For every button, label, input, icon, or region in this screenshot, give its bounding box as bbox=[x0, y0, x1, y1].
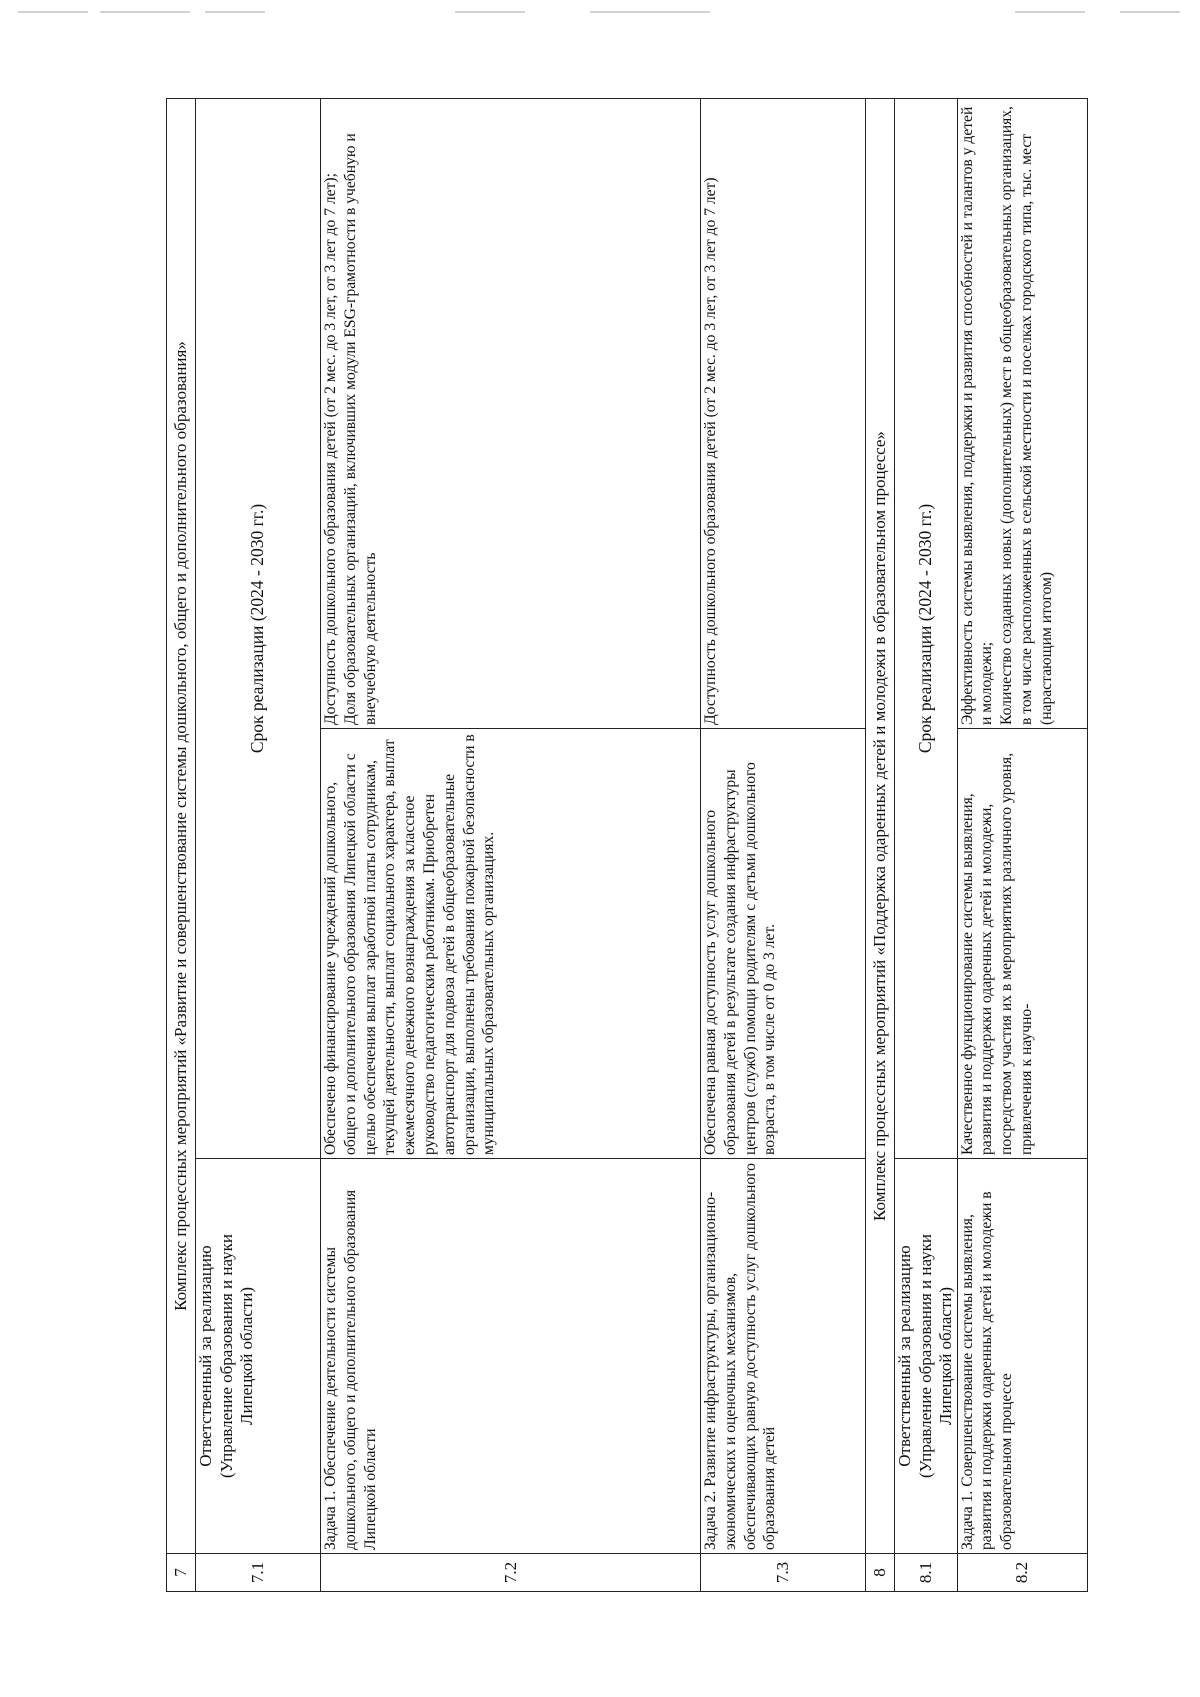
scan-header-marks bbox=[0, 0, 1200, 24]
result-cell: Обеспечена равная доступность услуг дошкольного образования детей в результате создания инфраструктуры центров (служб) помощи родителям с детьми дошкольного возраста, в том числе от 0 до 3 лет. bbox=[701, 729, 866, 1159]
task-cell: Задача 1. Обеспечение деятельности системы дошкольного, общего и дополнительного образования Липецкой области bbox=[321, 1159, 701, 1554]
task-row bbox=[321, 98, 701, 1591]
process-measures-table bbox=[166, 98, 1088, 1592]
responsible-line: Липецкой области) bbox=[936, 1286, 955, 1426]
result-cell: Качественное функционирование системы выявления, развития и поддержки одаренных детей и молодежи, посредством участия их в мероприятиях различного уровня, привлечения к научно- bbox=[957, 729, 1087, 1159]
row-number: 8.2 bbox=[957, 1554, 1087, 1592]
row-number: 7.1 bbox=[196, 1554, 321, 1592]
row-number: 7.3 bbox=[701, 1554, 866, 1592]
indicators-cell bbox=[701, 98, 866, 728]
responsible-line: (Управление образования и науки bbox=[915, 1233, 935, 1479]
result-cell: Обеспечено финансирование учреждений дошкольного, общего и дополнительного образования Липецкой области с целью обеспечения выплат заработной платы сотрудникам, текущей деятельности, выплат социального характера, выплат ежемесячного денежного вознаграждения за классное руководство педагогическим работникам. Приобретен автотранспорт для подвоза детей в общеобразовательные организации, выполнены требования пожарной безопасности в муниципальных образовательных организациях. bbox=[321, 729, 701, 1159]
implementation-term: Срок реализации (2024 - 2030 гг.) bbox=[196, 98, 321, 1158]
row-number: 8.1 bbox=[895, 1554, 958, 1592]
indicator-line: Доступность дошкольного образования детей (от 2 мес. до 3 лет, от 3 лет до 7 лет) bbox=[702, 177, 719, 725]
section-number: 8 bbox=[866, 1554, 895, 1592]
responsible-line: Ответственный за реализацию bbox=[196, 1245, 215, 1467]
indicators-cell bbox=[321, 98, 701, 728]
task-cell: Задача 2. Развитие инфраструктуры, организационно-экономических и оценочных механизмов, обеспечивающих равную доступность услуг дошкольного образования детей bbox=[701, 1159, 866, 1554]
task-row bbox=[701, 98, 866, 1591]
indicators-cell bbox=[957, 98, 1087, 728]
indicator-line: Доступность дошкольного образования детей (от 2 мес. до 3 лет, от 3 лет до 7 лет); bbox=[322, 173, 339, 725]
responsible-line: (Управление образования и науки bbox=[216, 1233, 236, 1479]
task-row bbox=[957, 98, 1087, 1591]
task-cell: Задача 1. Совершенствование системы выявления, развития и поддержки одаренных детей и молодежи в образовательном процессе bbox=[957, 1159, 1087, 1554]
row-number: 7.2 bbox=[321, 1554, 701, 1592]
indicator-line: Эффективность системы выявления, поддержки и развития способностей и талантов у детей и молодежи; bbox=[958, 106, 996, 725]
indicator-line: Количество созданных новых (дополнительных) мест в общеобразовательных организациях, в том числе расположенных в сельской местности и поселках городского типа, тыс. мест (нарастающим итогом) bbox=[998, 106, 1055, 725]
section-title: Комплекс процессных мероприятий «Поддержка одаренных детей и молодежи в образовательном процессе» bbox=[866, 98, 895, 1553]
implementation-term: Срок реализации (2024 - 2030 гг.) bbox=[895, 98, 958, 1158]
indicator-line: Доля образовательных организаций, включивших модули ESG-грамотности в учебную и внеучебную деятельность bbox=[341, 133, 379, 725]
responsible-row bbox=[895, 98, 958, 1591]
section-header-row bbox=[866, 98, 895, 1591]
section-number: 7 bbox=[167, 1554, 196, 1592]
responsible-cell bbox=[196, 1159, 321, 1554]
responsible-row bbox=[196, 98, 321, 1591]
section-header-row bbox=[167, 98, 196, 1591]
responsible-cell bbox=[895, 1159, 958, 1554]
section-title: Комплекс процессных мероприятий «Развитие и совершенствование системы дошкольного, общего и дополнительного образования» bbox=[167, 98, 196, 1553]
responsible-line: Липецкой области) bbox=[237, 1286, 256, 1426]
responsible-line: Ответственный за реализацию bbox=[895, 1245, 914, 1467]
rotated-page-content bbox=[166, 99, 1126, 1592]
